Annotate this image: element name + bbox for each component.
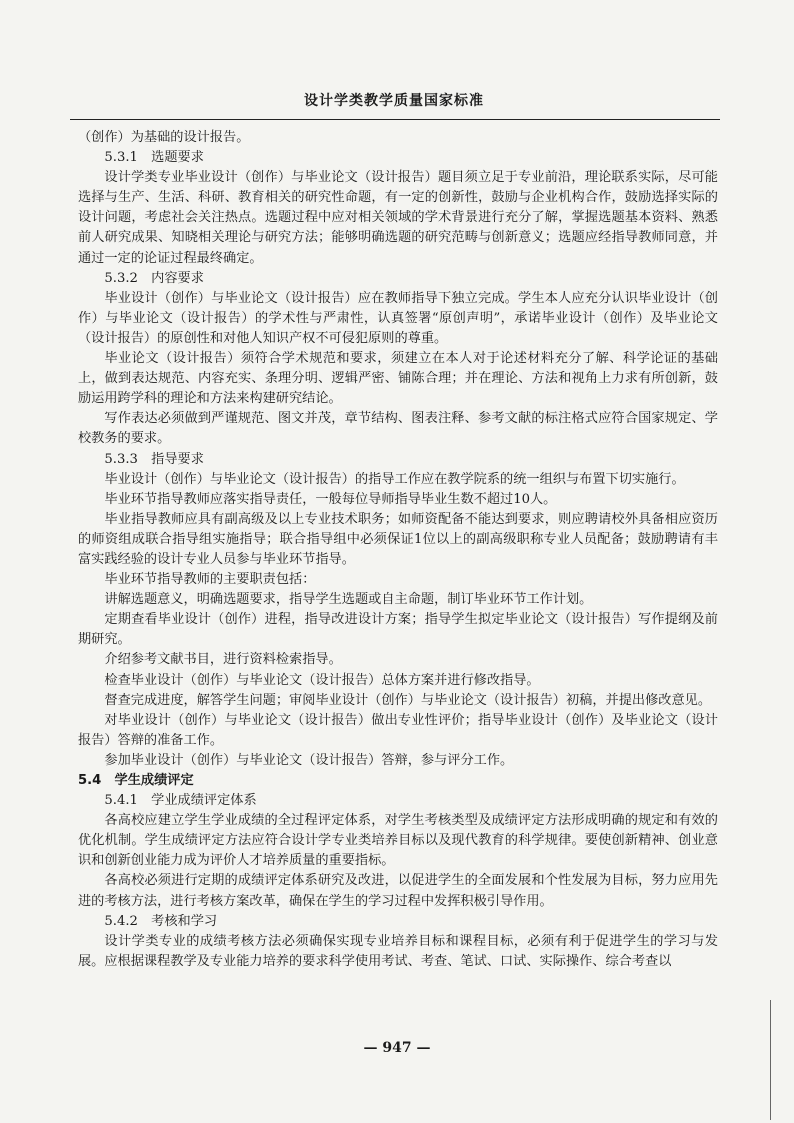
paragraph: 设计学类专业毕业设计（创作）与毕业论文（设计报告）题目须立足于专业前沿，理论联系实际，尽可能选择与生产、生活、科研、教育相关的研究性命题，有一定的创新性，鼓励与企业机构合作，鼓励选择实际的设计问题，考虑社会关注热点。选题过程中应对相关领域的学术背景进行充分了解，掌握选题基本资料、熟悉前人研究成果、知晓相关理论与研究方法；能够明确选题的研究范畴与创新意义；选题应经指导教师同意，并通过一定的论证过程最终确定。 bbox=[78, 170, 718, 266]
paragraph: 写作表达必须做到严谨规范、图文并茂，章节结构、图表注释、参考文献的标注格式应符合国家规定、学校教务的要求。 bbox=[78, 411, 718, 447]
page-number: — 947 — bbox=[363, 1040, 431, 1056]
header-rule bbox=[70, 119, 720, 120]
paragraph: 检查毕业设计（创作）与毕业论文（设计报告）总体方案并进行修改指导。 bbox=[104, 672, 540, 688]
section-heading-5-4-2: 5.4.2 考核和学习 bbox=[104, 913, 218, 929]
paragraph: 毕业指导教师应具有副高级及以上专业技术职务；如师资配备不能达到要求，则应聘请校外具备相应资历的师资组成联合指导组实施指导；联合指导组中必须保证1位以上的副高级职称专业人员配备；鼓励聘请有丰富实践经验的设计专业人员参与毕业环节指导。 bbox=[78, 511, 718, 567]
paragraph: 毕业设计（创作）与毕业论文（设计报告）应在教师指导下独立完成。学生本人应充分认识毕业设计（创作）与毕业论文（设计报告）的学术性与严肃性，认真签署“原创声明”，承诺毕业设计（创作）及毕业论文（设计报告）的原创性和对他人知识产权不可侵犯原则的尊重。 bbox=[78, 290, 718, 346]
body-text bbox=[78, 128, 718, 972]
section-heading-5-3-3: 5.3.3 指导要求 bbox=[104, 451, 204, 467]
section-heading-5-3-1: 5.3.1 选题要求 bbox=[104, 150, 204, 166]
paragraph-continuation: （创作）为基础的设计报告。 bbox=[78, 130, 250, 145]
section-heading-5-4: 5.4 学生成绩评定 bbox=[78, 773, 194, 788]
paragraph: 督查完成进度，解答学生问题；审阅毕业设计（创作）与毕业论文（设计报告）初稿，并提出修改意见。 bbox=[104, 692, 712, 708]
paragraph: 定期查看毕业设计（创作）进程，指导改进设计方案；指导学生拟定毕业论文（设计报告）写作提纲及前期研究。 bbox=[78, 612, 718, 648]
paragraph: 对毕业设计（创作）与毕业论文（设计报告）做出专业性评价；指导毕业设计（创作）及毕业论文（设计报告）答辩的准备工作。 bbox=[78, 712, 718, 748]
paragraph: 讲解选题意义，明确选题要求，指导学生选题或自主命题，制订毕业环节工作计划。 bbox=[104, 592, 593, 608]
paragraph: 各高校应建立学生学业成绩的全过程评定体系，对学生考核类型及成绩评定方法形成明确的规定和有效的优化机制。学生成绩评定方法应符合设计学专业类培养目标以及现代教育的科学规律。要使创新精神、创业意识和创新创业能力成为评价人才培养质量的重要指标。 bbox=[78, 813, 718, 869]
paragraph: 各高校必须进行定期的成绩评定体系研究及改进，以促进学生的全面发展和个性发展为目标，努力应用先进的考核方法，进行考核方案改革，确保在学生的学习过程中发挥积极引导作用。 bbox=[78, 873, 718, 909]
scan-edge-line bbox=[770, 1000, 771, 1120]
section-heading-5-4-1: 5.4.1 学业成绩评定体系 bbox=[104, 793, 257, 809]
section-heading-5-3-2: 5.3.2 内容要求 bbox=[104, 270, 204, 286]
paragraph: 毕业环节指导教师应落实指导责任，一般每位导师指导毕业生数不超过10人。 bbox=[104, 491, 557, 507]
paragraph: 毕业论文（设计报告）须符合学术规范和要求，须建立在本人对于论述材料充分了解、科学论证的基础上，做到表达规范、内容充实、条理分明、逻辑严密、铺陈合理；并在理论、方法和视角上力求有所创新，鼓励运用跨学科的理论和方法来构建研究结论。 bbox=[78, 351, 718, 407]
paragraph: 毕业设计（创作）与毕业论文（设计报告）的指导工作应在教学院系的统一组织与布置下切实施行。 bbox=[104, 471, 685, 487]
paragraph: 介绍参考文献书目，进行资料检索指导。 bbox=[104, 652, 342, 668]
paragraph: 参加毕业设计（创作）与毕业论文（设计报告）答辩，参与评分工作。 bbox=[104, 752, 514, 768]
paragraph: 毕业环节指导教师的主要职责包括： bbox=[104, 572, 316, 588]
paragraph: 设计学类专业的成绩考核方法必须确保实现专业培养目标和课程目标，必须有利于促进学生的学习与发展。应根据课程教学及专业能力培养的要求科学使用考试、考查、笔试、口试、实际操作、综合考查以 bbox=[78, 933, 718, 969]
running-header: 设计学类教学质量国家标准 bbox=[304, 93, 484, 109]
